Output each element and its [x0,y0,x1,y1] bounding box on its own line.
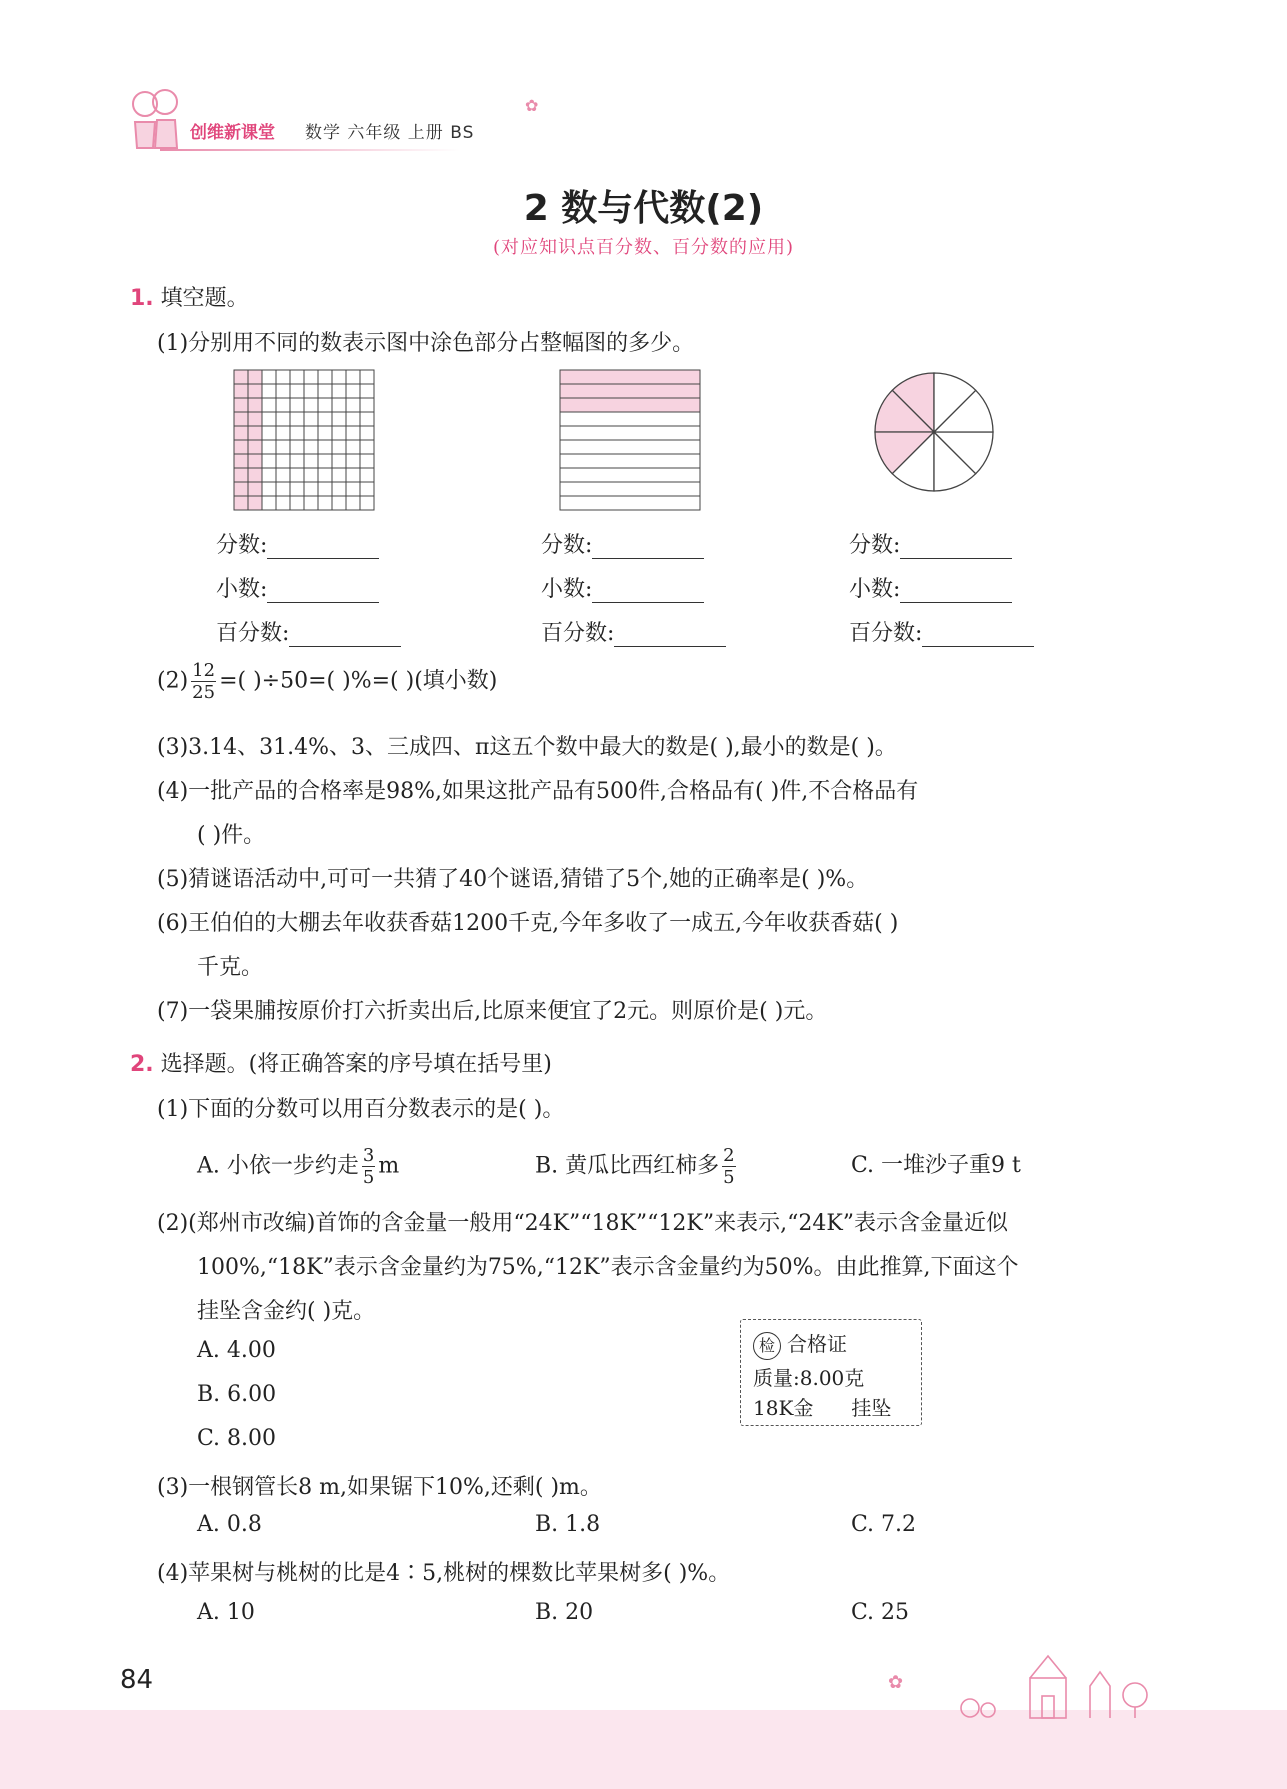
q1-part2-prefix: (2) [157,668,189,694]
fig2-fraction-row [541,528,704,559]
grid-cell [234,398,248,412]
grid-cell [318,440,332,454]
grid-cell [346,468,360,482]
grid-cell [304,398,318,412]
q1-part4-line1: (4)一批产品的合格率是98%,如果这批产品有500件,合格品有( )件,不合格品有 [157,779,919,804]
answer-blank[interactable] [614,622,726,647]
grid-cell [262,370,276,384]
grid-cell [276,412,290,426]
q2-sub4-stem: (4)苹果树与桃树的比是4∶5,桃树的棵数比苹果树多( )%。 [157,1561,731,1586]
grid-cell [290,412,304,426]
quality-certificate [740,1319,922,1426]
footer-band [0,1710,1287,1789]
strip [560,482,700,496]
grid-cell [276,454,290,468]
grid-cell [346,496,360,510]
cert-title-row [753,1328,847,1360]
fig2-decimal-row [541,572,704,603]
grid-cell [276,496,290,510]
brand-name: 创维新课堂 [190,123,275,143]
grid-cell [332,370,346,384]
decimal-label: 小数: [216,577,268,602]
answer-blank[interactable] [289,622,401,647]
numerator: 2 [723,1145,735,1166]
fraction-3-5 [362,1145,375,1188]
cert-mass: 质量:8.00克 [753,1366,865,1390]
grid-cell [332,412,346,426]
fraction-12-25 [191,660,216,703]
q1-number: 1. [130,286,154,311]
grid-cell [290,370,304,384]
grid-cell [234,454,248,468]
grid-cell [290,468,304,482]
q1-part2-text: =( )÷50=( )%=( )(填小数) [219,668,498,694]
butterfly-icon: ✿ [525,96,539,115]
grid-cell [248,398,262,412]
fig1-fraction-row [216,528,379,559]
grid-cell [346,482,360,496]
grid-cell [332,384,346,398]
grid-cell [276,468,290,482]
grid-cell [234,370,248,384]
option-a-unit: m [378,1153,400,1179]
grid-cell [360,426,374,440]
strip [560,496,700,510]
grid-cell [262,496,276,510]
grid-cell [360,398,374,412]
q2-sub1-option-a[interactable] [197,1145,399,1188]
strip [560,384,700,398]
option-b-text: B. 黄瓜比西红柿多 [535,1153,720,1179]
grid-cell [248,496,262,510]
grid-cell [290,454,304,468]
q1-title: 填空题。 [160,286,249,311]
grid-cell [346,370,360,384]
q1-part2 [157,660,497,703]
denominator: 5 [723,1167,735,1188]
grid-cell [318,412,332,426]
fig1-decimal-row [216,572,379,603]
cert-title: 合格证 [787,1332,847,1356]
flower-icon: ✿ [888,1672,904,1693]
castle-decoration-icon [940,1650,1160,1720]
grid-cell [248,370,262,384]
fraction-label: 分数: [216,533,268,558]
fig3-percent-row [849,616,1034,647]
grid-cell [360,440,374,454]
q2-sub3-stem: (3)一根钢管长8 m,如果锯下10%,还剩( )m。 [157,1475,602,1500]
grid-cell [318,398,332,412]
decimal-label: 小数: [541,577,593,602]
grid-cell [234,440,248,454]
grid-cell [234,482,248,496]
strip [560,468,700,482]
grid-cell [346,426,360,440]
grid-cell [318,426,332,440]
q1-part6-line1: (6)王伯伯的大棚去年收获香菇1200千克,今年多收了一成五,今年收获香菇( ) [157,911,899,936]
grid-cell [276,426,290,440]
grid-cell [290,496,304,510]
q2-sub2-option-c[interactable]: C. 8.00 [197,1426,277,1451]
grid-cell [262,384,276,398]
q2-sub3-option-b[interactable]: B. 1.8 [535,1512,601,1537]
denominator: 25 [192,682,216,703]
grid-cell [304,496,318,510]
answer-blank[interactable] [900,578,1012,603]
grid-cell [262,454,276,468]
answer-blank[interactable] [592,534,704,559]
grid-cell [360,496,374,510]
grid-cell [304,482,318,496]
grid-cell [248,454,262,468]
answer-blank[interactable] [592,578,704,603]
q2-sub2-option-a[interactable]: A. 4.00 [197,1338,276,1363]
q2-title: 选择题。(将正确答案的序号填在括号里) [160,1052,552,1077]
grid-cell [234,468,248,482]
strip [560,440,700,454]
grid-cell [318,454,332,468]
grid-cell [248,468,262,482]
percent-label: 百分数: [849,621,923,646]
hundred-grid-figure [232,368,376,512]
grid-cell [248,384,262,398]
strip [560,398,700,412]
grid-cell [262,426,276,440]
q1-part6-line2: 千克。 [197,955,264,980]
q1-heading [130,281,249,312]
numerator: 12 [192,660,216,681]
grid-cell [248,482,262,496]
q2-sub3-option-a[interactable]: A. 0.8 [197,1512,262,1537]
numerator: 3 [362,1145,375,1166]
grid-cell [332,496,346,510]
grid-cell [318,370,332,384]
circle-figure [872,370,996,494]
grid-cell [346,454,360,468]
strip [560,454,700,468]
grid-cell [304,370,318,384]
q2-sub4-option-c[interactable]: C. 25 [851,1600,910,1625]
fig3-decimal-row [849,572,1012,603]
grid-cell [304,468,318,482]
q1-part4-line2: ( )件。 [197,823,266,848]
grid-cell [346,384,360,398]
grid-cell [332,440,346,454]
q2-number: 2. [130,1052,154,1077]
fraction-label: 分数: [541,533,593,558]
grid-cell [332,398,346,412]
q2-sub3-option-c[interactable]: C. 7.2 [851,1512,917,1537]
q2-sub2-option-b[interactable]: B. 6.00 [197,1382,277,1407]
grid-cell [262,468,276,482]
grid-cell [248,412,262,426]
percent-label: 百分数: [216,621,290,646]
page-title: 2 数与代数(2) [523,188,764,229]
grid-cell [304,426,318,440]
grid-cell [318,482,332,496]
q2-sub1-option-c[interactable]: C. 一堆沙子重9 t [851,1153,1021,1178]
answer-blank[interactable] [922,622,1034,647]
header-divider [160,149,460,151]
grid-cell [304,440,318,454]
strip [560,412,700,426]
q1-part5: (5)猜谜语活动中,可可一共猜了40个谜语,猜错了5个,她的正确率是( )%。 [157,867,869,892]
q2-sub4-option-b[interactable]: B. 20 [535,1600,594,1625]
answer-blank[interactable] [267,578,379,603]
q2-sub4-option-a[interactable]: A. 10 [197,1600,255,1625]
grid-cell [290,482,304,496]
percent-label: 百分数: [541,621,615,646]
grid-cell [360,468,374,482]
q2-sub1-stem: (1)下面的分数可以用百分数表示的是( )。 [157,1097,565,1122]
q1-part3: (3)3.14、31.4%、3、三成四、π这五个数中最大的数是( ),最小的数是( )。 [157,735,897,760]
grid-cell [234,412,248,426]
q1-part1-stem: (1)分别用不同的数表示图中涂色部分占整幅图的多少。 [157,331,695,356]
grid-cell [360,384,374,398]
option-a-text: A. 小依一步约走 [197,1153,359,1179]
grid-cell [346,398,360,412]
strip-figure [558,368,702,512]
grid-cell [290,440,304,454]
cert-type: 18K金 [753,1396,814,1420]
grid-cell [262,482,276,496]
fig1-percent-row [216,616,401,647]
grid-cell [360,454,374,468]
grid-cell [360,412,374,426]
cert-item: 挂坠 [851,1396,892,1420]
q2-sub1-option-b[interactable] [535,1145,739,1188]
grid-cell [262,412,276,426]
grid-cell [290,398,304,412]
strip [560,370,700,384]
fraction-2-5 [722,1145,735,1188]
grid-cell [276,482,290,496]
cert-type-row [753,1392,891,1421]
grid-cell [318,496,332,510]
grid-cell [346,412,360,426]
grid-cell [332,468,346,482]
grid-cell [248,440,262,454]
fraction-label: 分数: [849,533,901,558]
inspection-stamp: 检 [753,1332,781,1360]
answer-blank[interactable] [900,534,1012,559]
grid-cell [290,384,304,398]
grid-cell [234,426,248,440]
decimal-label: 小数: [849,577,901,602]
grid-cell [332,454,346,468]
grid-cell [276,440,290,454]
book-subject: 数学 六年级 上册 BS [305,123,475,143]
q2-sub2-line2: 100%,“18K”表示含金量约为75%,“12K”表示含金量约为50%。由此推算,下面这个 [197,1255,1019,1280]
q2-heading [130,1047,552,1078]
fig2-percent-row [541,616,726,647]
grid-cell [262,440,276,454]
answer-blank[interactable] [267,534,379,559]
grid-cell [290,426,304,440]
grid-cell [346,440,360,454]
strip [560,426,700,440]
grid-cell [276,384,290,398]
grid-cell [262,398,276,412]
grid-cell [276,370,290,384]
q1-part7: (7)一袋果脯按原价打六折卖出后,比原来便宜了2元。则原价是( )元。 [157,999,828,1024]
grid-cell [318,468,332,482]
grid-cell [234,496,248,510]
denominator: 5 [362,1167,375,1188]
grid-cell [248,426,262,440]
grid-cell [234,384,248,398]
grid-cell [276,398,290,412]
grid-cell [360,482,374,496]
grid-cell [304,384,318,398]
fig3-fraction-row [849,528,1012,559]
grid-cell [332,426,346,440]
grid-cell [360,370,374,384]
mascot-children-icon [125,82,185,154]
grid-cell [304,412,318,426]
grid-cell [318,384,332,398]
page-number: 84 [120,1665,154,1695]
grid-cell [332,482,346,496]
q2-sub2-line1: (2)(郑州市改编)首饰的含金量一般用“24K”“18K”“12K”来表示,“24K”表示含金量近似 [157,1211,1009,1236]
grid-cell [304,454,318,468]
page-subtitle: (对应知识点百分数、百分数的应用) [492,237,795,258]
q2-sub2-line3: 挂坠含金约( )克。 [197,1299,376,1324]
